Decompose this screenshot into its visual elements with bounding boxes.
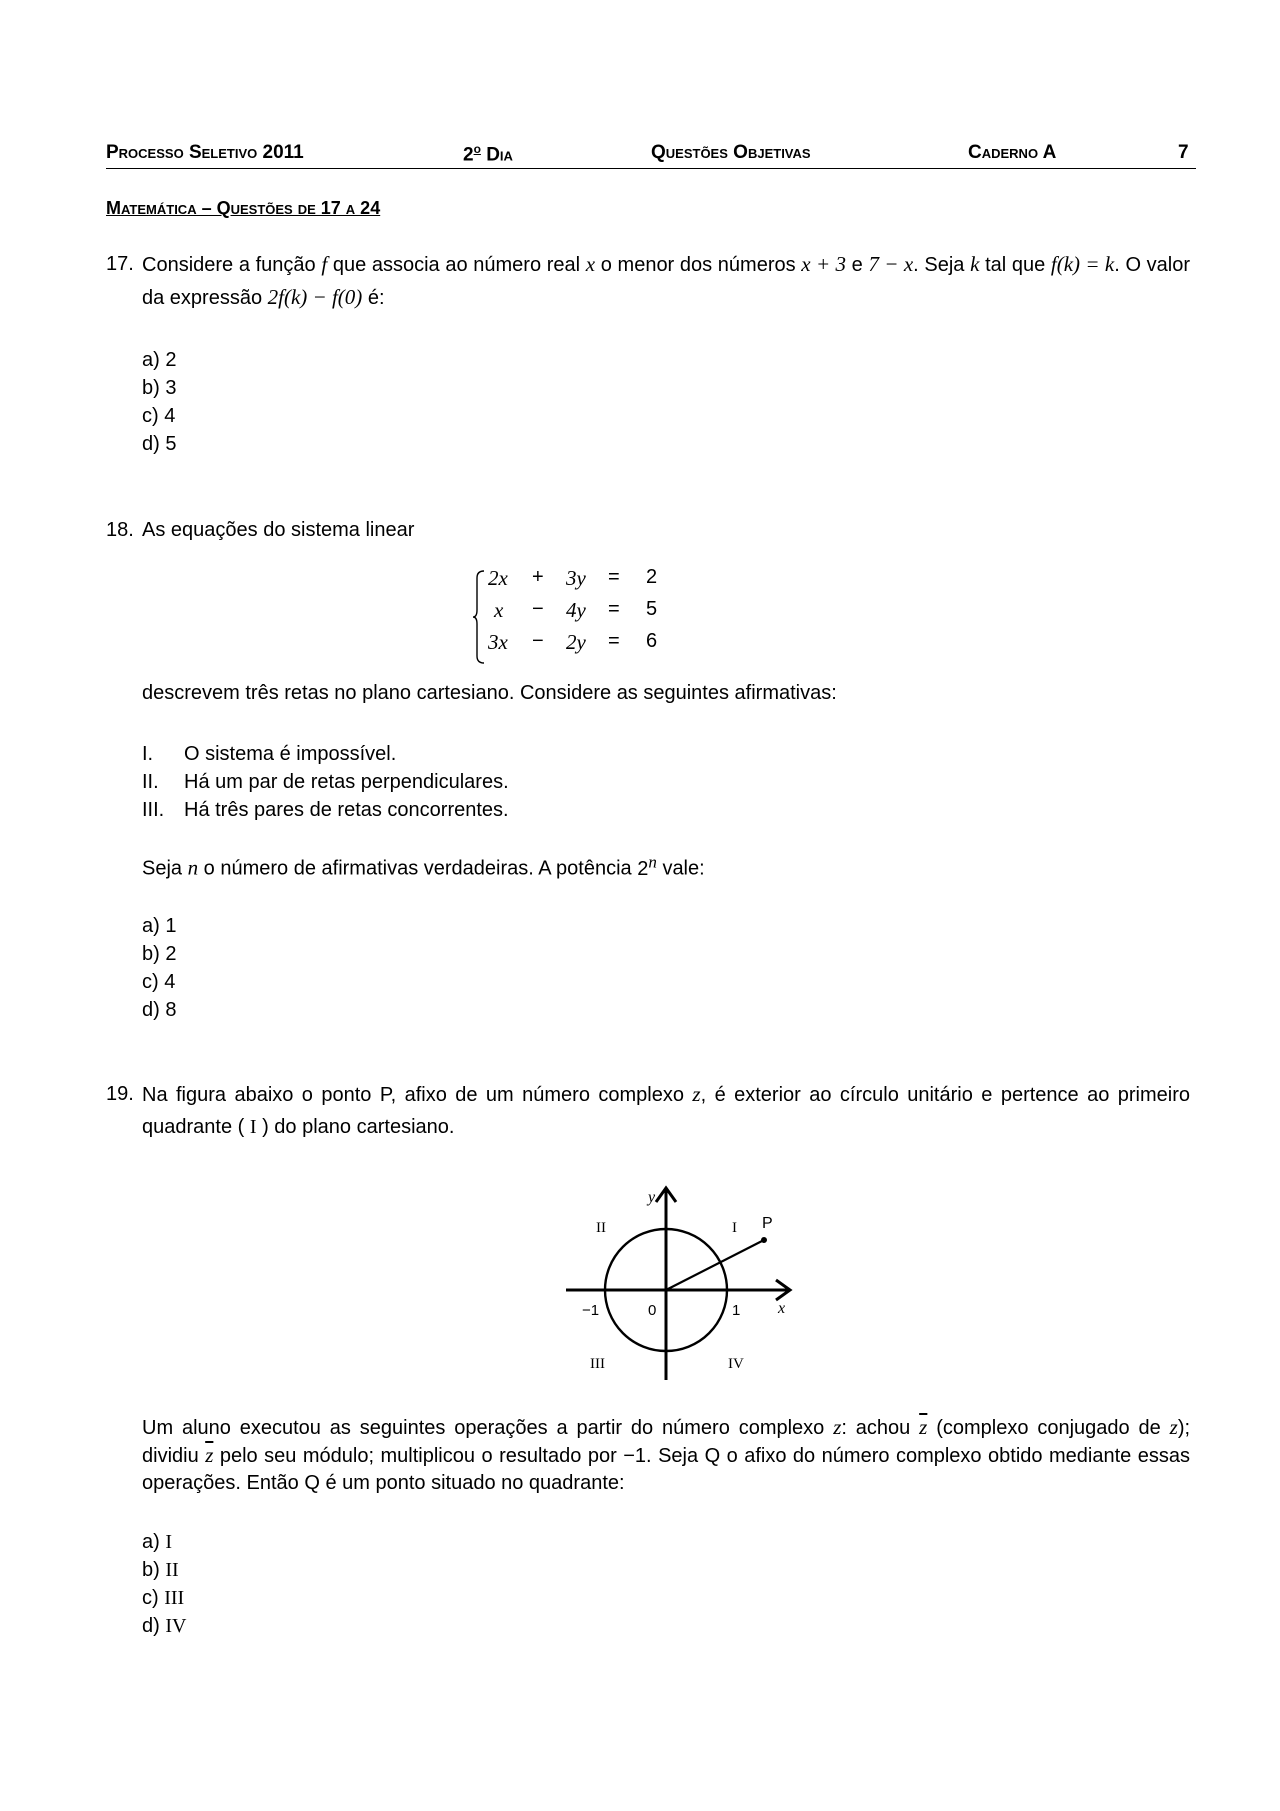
term-eq: = — [608, 630, 620, 652]
term-c: 2 — [646, 566, 658, 588]
statement-text: Há um par de retas perpendiculares. — [184, 771, 509, 793]
term-op: − — [532, 630, 544, 652]
option-value: II — [165, 1559, 179, 1581]
option — [142, 1612, 186, 1640]
statement-text: O sistema é impossível. — [184, 743, 397, 765]
q17-options — [142, 346, 176, 458]
text-fragment: ); dividiu — [142, 1417, 1191, 1467]
unit-circle-figure — [566, 1180, 806, 1400]
q18-options — [142, 912, 176, 1024]
term-a: x — [494, 598, 504, 622]
quadrant-ii-label: II — [596, 1220, 606, 1236]
text-fragment: tal que — [985, 254, 1046, 276]
option: b) 2 — [142, 943, 177, 965]
math-z-conjugate: $\overline{z}$ — [205, 1443, 214, 1467]
option: c) 4 — [142, 971, 176, 993]
text-fragment: o número de afirmativas verdadeiras. A potência — [203, 857, 632, 880]
math-n: n — [187, 855, 199, 880]
system-row — [488, 598, 688, 628]
q19-options — [142, 1528, 186, 1640]
term-op: − — [532, 598, 544, 620]
header-tipo: Questões Objetivas — [651, 142, 811, 163]
y-label: y — [648, 1189, 656, 1206]
option — [142, 1556, 186, 1584]
text-fragment: vale: — [662, 857, 705, 880]
option-letter: a) — [142, 1531, 160, 1553]
math-minus-one: −1 — [623, 1445, 647, 1467]
option: c) 4 — [142, 405, 176, 427]
power-base: 2 — [637, 857, 649, 880]
text-fragment: o menor dos números — [600, 254, 796, 276]
text-fragment: Um aluno executou as seguintes operações a partir do número complexo — [142, 1417, 825, 1439]
math-f: f — [321, 252, 328, 276]
option: a) 2 — [142, 349, 177, 371]
option-value: IV — [165, 1615, 187, 1637]
statement-text: Há três pares de retas concorrentes. — [184, 799, 509, 821]
text-fragment: Seja — [142, 857, 183, 880]
question-text — [142, 1078, 1190, 1143]
x-label: x — [778, 1300, 786, 1317]
option-value: I — [165, 1531, 173, 1553]
text-fragment: . O valor da expressão — [142, 254, 1191, 309]
statement-number: I. — [142, 743, 154, 765]
statement-number: III. — [142, 799, 165, 821]
text-fragment: (complexo conjugado de — [936, 1417, 1161, 1439]
question-number: 19. — [106, 1083, 134, 1105]
linear-system — [472, 566, 672, 666]
term-eq: = — [608, 598, 620, 620]
p-label: P — [762, 1215, 773, 1232]
text-fragment: que associa ao número real — [332, 254, 581, 276]
header-caderno: Caderno A — [968, 142, 1057, 163]
header-dia-num: 2 — [463, 144, 474, 166]
q18-question-line — [142, 852, 705, 881]
page-number: 7 — [1178, 142, 1189, 163]
zero-label: 0 — [648, 1302, 657, 1319]
term-b: 4y — [566, 598, 586, 622]
page-header — [106, 140, 1196, 169]
header-dia — [463, 142, 513, 166]
option — [142, 1584, 186, 1612]
left-brace-icon — [472, 570, 486, 664]
roman-numeral: I — [249, 1116, 257, 1138]
question-text: As equações do sistema linear — [142, 519, 415, 541]
system-row — [488, 630, 688, 660]
neg-one-label: −1 — [582, 1302, 600, 1319]
question-number: 17. — [106, 253, 134, 275]
section-title: Matemática – Questões de 17 a 24 — [106, 198, 381, 218]
text-fragment: e — [851, 254, 863, 276]
option — [142, 1528, 186, 1556]
option-letter: d) — [142, 1615, 160, 1637]
text-fragment: : achou — [841, 1417, 911, 1439]
one-label: 1 — [732, 1302, 741, 1319]
text-fragment: é: — [367, 287, 385, 309]
math-z-conjugate: $\overline{z}$ — [919, 1415, 928, 1439]
q19-operations-paragraph — [142, 1414, 1190, 1497]
math-expr: 7 − x — [868, 252, 914, 276]
q18-after-text: descrevem três retas no plano cartesiano. Considere as seguintes afirmativas: — [142, 682, 837, 704]
option: a) 1 — [142, 915, 177, 937]
option: b) 3 — [142, 377, 177, 399]
option: d) 5 — [142, 433, 177, 455]
segment-op — [666, 1240, 764, 1290]
text-fragment: ) do plano cartesiano. — [262, 1116, 455, 1138]
term-a: 3x — [488, 630, 508, 654]
text-fragment: . Seja Q o afixo do número complexo obtido mediante essas operações. Então Q é um ponto situado no quadrante: — [142, 1445, 1190, 1494]
power-exponent: n — [648, 852, 657, 871]
option: d) 8 — [142, 999, 177, 1021]
quadrant-i-label: I — [732, 1220, 737, 1236]
text-fragment: pelo seu módulo; multiplicou o resultado por — [219, 1445, 617, 1467]
statement-number: II. — [142, 771, 159, 793]
header-dia-sup: o — [473, 142, 481, 156]
question-number: 18. — [106, 519, 134, 541]
math-z: z — [1169, 1415, 1178, 1439]
question-text — [142, 248, 1190, 314]
math-expr: 2f(k) − f(0) — [267, 285, 363, 309]
math-x: x — [585, 252, 596, 276]
text-fragment: . Seja — [913, 254, 965, 276]
math-expr: f(k) = k — [1050, 252, 1115, 276]
option-letter: b) — [142, 1559, 160, 1581]
question-18 — [106, 514, 1190, 546]
header-processo: Processo Seletivo 2011 — [106, 142, 304, 163]
math-expr: x + 3 — [801, 252, 846, 276]
quadrant-iii-label: III — [590, 1356, 605, 1372]
quadrant-iv-label: IV — [728, 1356, 744, 1372]
point-p — [761, 1237, 767, 1243]
term-b: 2y — [566, 630, 586, 654]
question-19 — [106, 1078, 1190, 1143]
math-k: k — [970, 252, 980, 276]
option-value: III — [164, 1587, 185, 1609]
math-z: z — [692, 1082, 701, 1106]
term-eq: = — [608, 566, 620, 588]
text-fragment: , é exterior ao círculo unitário e pertence ao primeiro quadrante ( — [142, 1084, 1190, 1138]
system-row — [488, 566, 688, 596]
term-c: 6 — [646, 630, 658, 652]
text-fragment: Considere a função — [142, 254, 316, 276]
term-b: 3y — [566, 566, 586, 590]
term-a: 2x — [488, 566, 508, 590]
text-fragment: Na figura abaixo o ponto P, afixo de um número complexo — [142, 1084, 684, 1106]
unit-circle-svg — [566, 1180, 806, 1400]
term-c: 5 — [646, 598, 658, 620]
option-letter: c) — [142, 1587, 159, 1609]
power-expression — [637, 852, 657, 880]
question-17 — [106, 248, 1190, 314]
math-z: z — [833, 1415, 842, 1439]
header-dia-label: Dia — [486, 144, 513, 166]
term-op: + — [532, 566, 544, 588]
